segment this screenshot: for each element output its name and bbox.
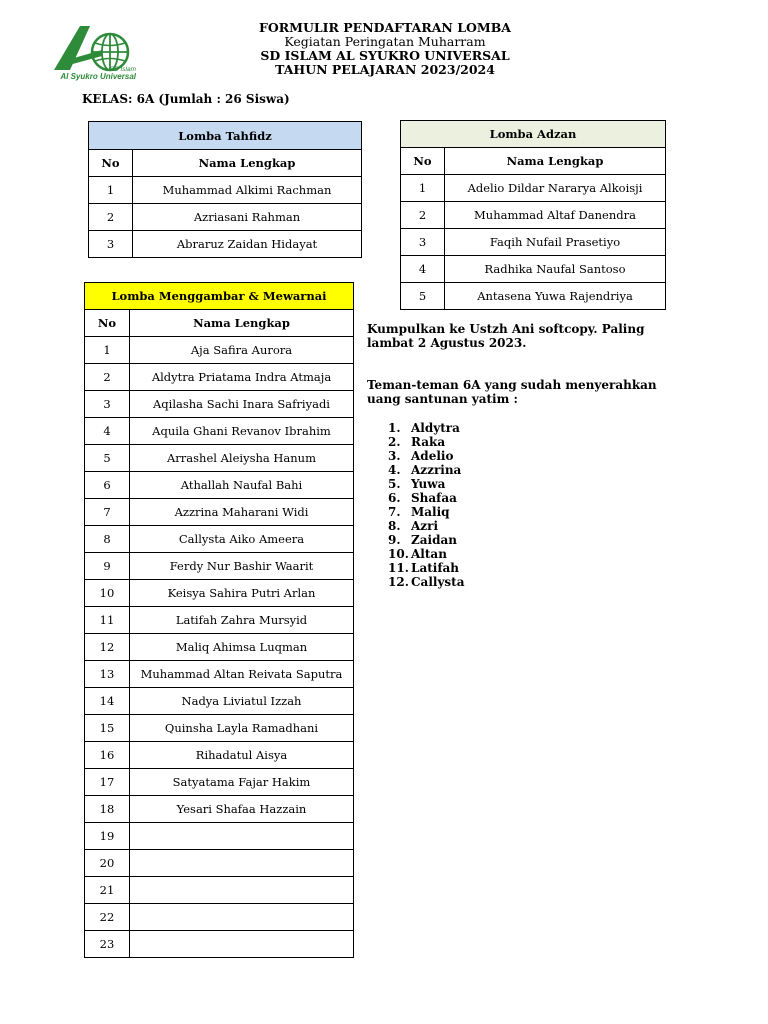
list-item-number: 11. xyxy=(388,561,409,575)
table-row xyxy=(401,256,666,283)
table-row xyxy=(85,904,354,931)
row-name: Ferdy Nur Bashir Waarit xyxy=(130,553,354,580)
table-row xyxy=(85,499,354,526)
list-item xyxy=(388,421,465,435)
row-number: 9 xyxy=(85,553,130,580)
row-number: 21 xyxy=(85,877,130,904)
tahfidz-title: Lomba Tahfidz xyxy=(89,122,362,150)
list-item-name: Shafaa xyxy=(411,491,457,505)
list-item xyxy=(388,463,465,477)
tahfidz-table xyxy=(88,121,362,258)
row-name: Abraruz Zaidan Hidayat xyxy=(133,231,362,258)
row-name: Aja Safira Aurora xyxy=(130,337,354,364)
table-row xyxy=(85,769,354,796)
column-header-name: Nama Lengkap xyxy=(133,150,362,177)
table-row xyxy=(85,661,354,688)
row-number: 2 xyxy=(85,364,130,391)
list-item-number: 1. xyxy=(388,421,401,435)
row-number: 3 xyxy=(401,229,445,256)
list-item-name: Callysta xyxy=(411,575,465,589)
column-header-no: No xyxy=(401,148,445,175)
table-row xyxy=(85,742,354,769)
list-item-name: Maliq xyxy=(411,505,450,519)
list-item xyxy=(388,491,465,505)
table-row xyxy=(85,931,354,958)
row-name: Aldytra Priatama Indra Atmaja xyxy=(130,364,354,391)
row-number: 14 xyxy=(85,688,130,715)
table-row xyxy=(401,229,666,256)
list-item-name: Azri xyxy=(411,519,439,533)
row-name xyxy=(130,931,354,958)
row-number: 3 xyxy=(89,231,133,258)
table-row xyxy=(85,391,354,418)
payment-list xyxy=(388,421,465,589)
table-row xyxy=(85,580,354,607)
list-item-name: Yuwa xyxy=(411,477,446,491)
row-number: 2 xyxy=(89,204,133,231)
table-row xyxy=(89,231,362,258)
column-header-name: Nama Lengkap xyxy=(445,148,666,175)
table-row xyxy=(85,877,354,904)
row-name: Aqilasha Sachi Inara Safriyadi xyxy=(130,391,354,418)
list-item xyxy=(388,435,465,449)
table-row xyxy=(85,553,354,580)
row-number: 5 xyxy=(401,283,445,310)
row-name: Azzrina Maharani Widi xyxy=(130,499,354,526)
table-row xyxy=(85,472,354,499)
list-item xyxy=(388,477,465,491)
row-name: Quinsha Layla Ramadhani xyxy=(130,715,354,742)
menggambar-table xyxy=(84,282,354,958)
list-item-name: Aldytra xyxy=(411,421,460,435)
list-item xyxy=(388,519,465,533)
list-item-number: 7. xyxy=(388,505,401,519)
row-name: Athallah Naufal Bahi xyxy=(130,472,354,499)
table-row xyxy=(85,796,354,823)
submission-note: Kumpulkan ke Ustzh Ani softcopy. Paling lambat 2 Agustus 2023. xyxy=(367,322,645,350)
logo-caption-line1: SD Islam xyxy=(109,66,136,73)
list-item-name: Altan xyxy=(411,547,447,561)
table-row xyxy=(85,715,354,742)
row-name: Callysta Aiko Ameera xyxy=(130,526,354,553)
row-number: 16 xyxy=(85,742,130,769)
row-number: 4 xyxy=(85,418,130,445)
class-info: KELAS: 6A (Jumlah : 26 Siswa) xyxy=(82,92,290,106)
row-number: 1 xyxy=(401,175,445,202)
row-name: Rihadatul Aisya xyxy=(130,742,354,769)
row-name: Aquila Ghani Revanov Ibrahim xyxy=(130,418,354,445)
list-item-number: 2. xyxy=(388,435,401,449)
column-header-name: Nama Lengkap xyxy=(130,310,354,337)
list-item-name: Latifah xyxy=(411,561,459,575)
row-number: 10 xyxy=(85,580,130,607)
row-name: Yesari Shafaa Hazzain xyxy=(130,796,354,823)
table-row xyxy=(85,526,354,553)
row-name: Satyatama Fajar Hakim xyxy=(130,769,354,796)
row-number: 1 xyxy=(89,177,133,204)
list-item xyxy=(388,533,465,547)
table-row xyxy=(85,823,354,850)
row-name: Nadya Liviatul Izzah xyxy=(130,688,354,715)
adzan-table xyxy=(400,120,666,310)
list-item xyxy=(388,575,465,589)
row-name: Muhammad Altaf Danendra xyxy=(445,202,666,229)
table-row xyxy=(85,337,354,364)
row-number: 18 xyxy=(85,796,130,823)
list-item xyxy=(388,561,465,575)
row-name xyxy=(130,823,354,850)
table-row xyxy=(85,445,354,472)
row-name xyxy=(130,904,354,931)
row-number: 3 xyxy=(85,391,130,418)
list-item xyxy=(388,449,465,463)
row-name xyxy=(130,850,354,877)
list-item-name: Azzrina xyxy=(411,463,462,477)
header-school: SD ISLAM AL SYUKRO UNIVERSAL xyxy=(260,48,510,63)
table-row xyxy=(89,204,362,231)
table-row xyxy=(85,607,354,634)
payment-intro: Teman-teman 6A yang sudah menyerahkan uang santunan yatim : xyxy=(367,378,657,406)
adzan-title: Lomba Adzan xyxy=(401,121,666,148)
table-row xyxy=(401,175,666,202)
row-number: 6 xyxy=(85,472,130,499)
row-name: Arrashel Aleiysha Hanum xyxy=(130,445,354,472)
logo-caption-line2: Al Syukro Universal xyxy=(60,72,136,81)
row-name: Antasena Yuwa Rajendriya xyxy=(445,283,666,310)
row-number: 23 xyxy=(85,931,130,958)
row-number: 11 xyxy=(85,607,130,634)
list-item-number: 9. xyxy=(388,533,401,547)
list-item-number: 10. xyxy=(388,547,409,561)
row-number: 1 xyxy=(85,337,130,364)
logo-caption xyxy=(54,66,136,80)
list-item-number: 12. xyxy=(388,575,409,589)
row-number: 15 xyxy=(85,715,130,742)
list-item-number: 4. xyxy=(388,463,401,477)
table-row xyxy=(401,283,666,310)
row-number: 4 xyxy=(401,256,445,283)
table-row xyxy=(85,364,354,391)
row-name xyxy=(130,877,354,904)
table-row xyxy=(401,202,666,229)
header-subtitle: Kegiatan Peringatan Muharram xyxy=(284,34,486,49)
table-row xyxy=(85,418,354,445)
row-name: Latifah Zahra Mursyid xyxy=(130,607,354,634)
list-item-number: 3. xyxy=(388,449,401,463)
list-item-number: 8. xyxy=(388,519,401,533)
list-item xyxy=(388,547,465,561)
row-number: 12 xyxy=(85,634,130,661)
row-name: Muhammad Alkimi Rachman xyxy=(133,177,362,204)
list-item-name: Raka xyxy=(411,435,446,449)
list-item-number: 5. xyxy=(388,477,401,491)
table-row xyxy=(85,688,354,715)
list-item-name: Adelio xyxy=(411,449,454,463)
menggambar-title: Lomba Menggambar & Mewarnai xyxy=(85,283,354,310)
row-name: Azriasani Rahman xyxy=(133,204,362,231)
table-row xyxy=(89,177,362,204)
row-number: 8 xyxy=(85,526,130,553)
header-title: FORMULIR PENDAFTARAN LOMBA xyxy=(259,20,511,35)
document-header xyxy=(140,21,630,77)
row-number: 20 xyxy=(85,850,130,877)
row-number: 2 xyxy=(401,202,445,229)
row-name: Faqih Nufail Prasetiyo xyxy=(445,229,666,256)
row-name: Radhika Naufal Santoso xyxy=(445,256,666,283)
row-number: 22 xyxy=(85,904,130,931)
table-row xyxy=(85,850,354,877)
row-number: 5 xyxy=(85,445,130,472)
row-name: Muhammad Altan Reivata Saputra xyxy=(130,661,354,688)
column-header-no: No xyxy=(89,150,133,177)
table-row xyxy=(85,634,354,661)
column-header-no: No xyxy=(85,310,130,337)
list-item-number: 6. xyxy=(388,491,401,505)
row-name: Maliq Ahimsa Luqman xyxy=(130,634,354,661)
row-number: 7 xyxy=(85,499,130,526)
row-name: Adelio Dildar Nararya Alkoisji xyxy=(445,175,666,202)
row-number: 13 xyxy=(85,661,130,688)
list-item xyxy=(388,505,465,519)
row-number: 19 xyxy=(85,823,130,850)
row-number: 17 xyxy=(85,769,130,796)
header-year: TAHUN PELAJARAN 2023/2024 xyxy=(275,62,495,77)
row-name: Keisya Sahira Putri Arlan xyxy=(130,580,354,607)
list-item-name: Zaidan xyxy=(411,533,457,547)
